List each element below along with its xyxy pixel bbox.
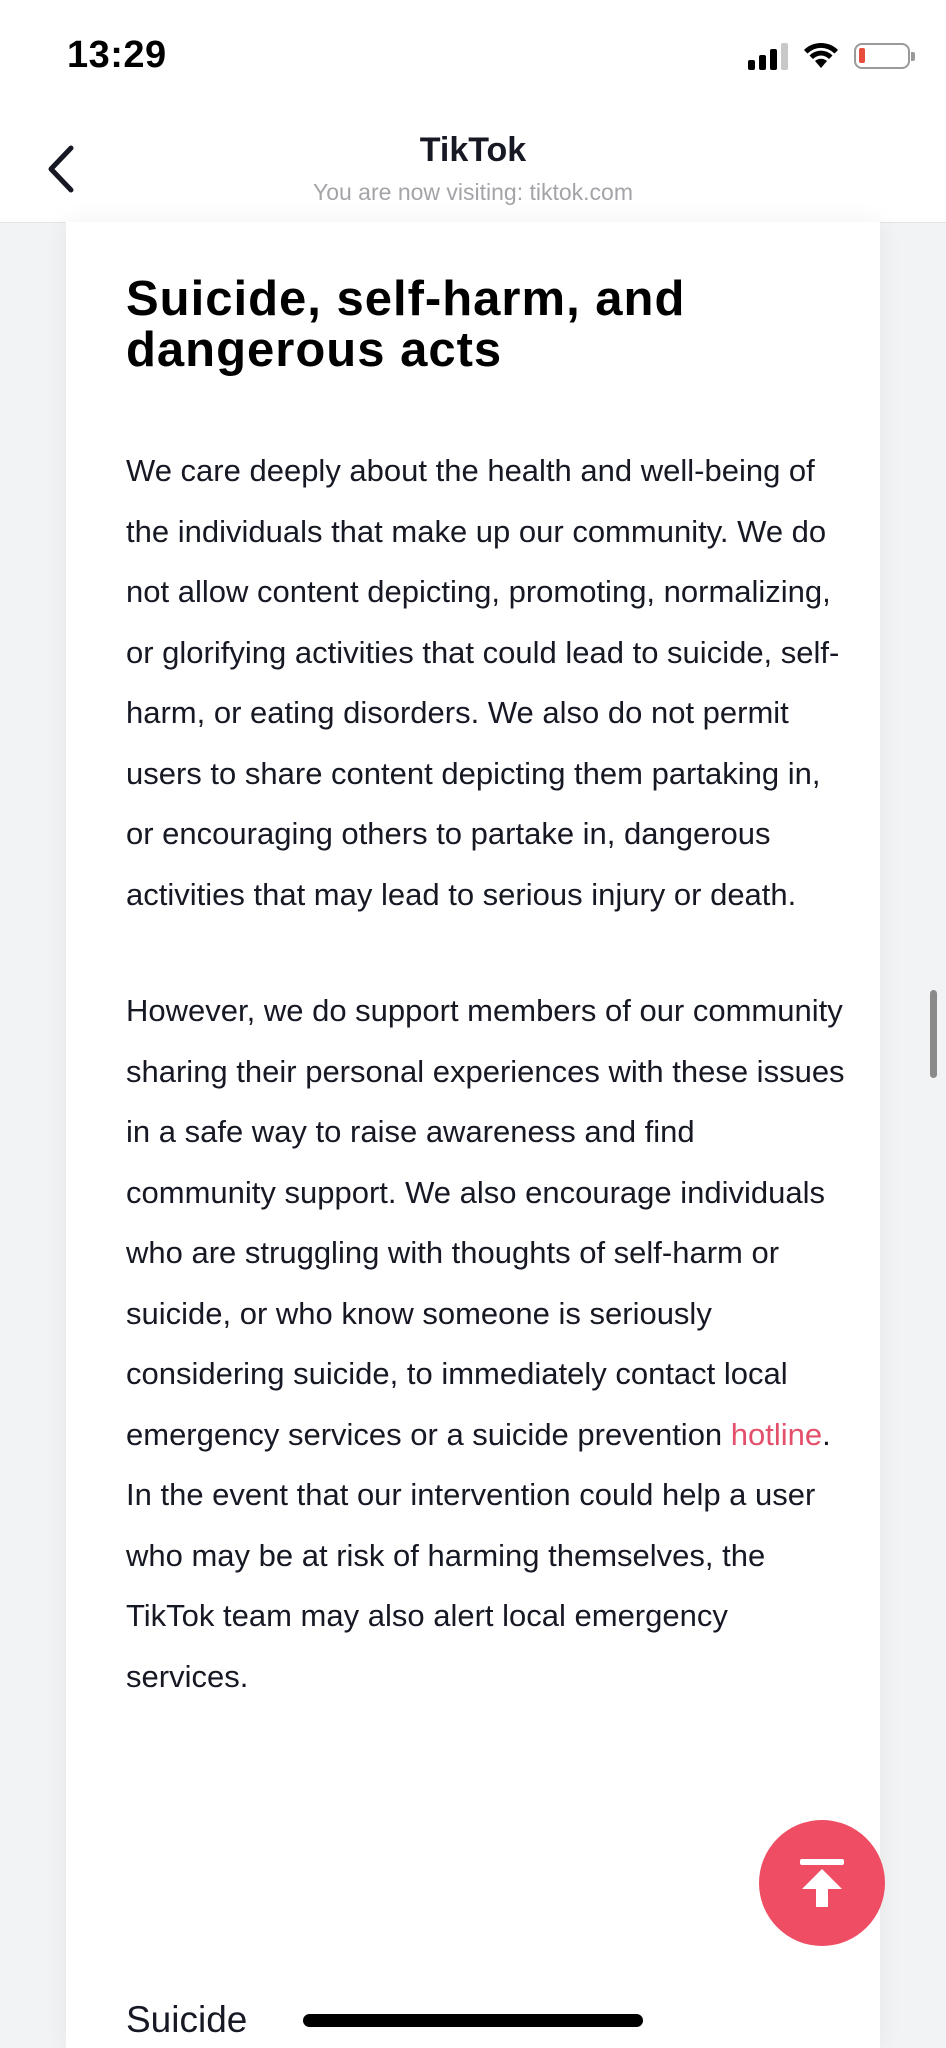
scrollbar-thumb[interactable]	[930, 990, 937, 1078]
content-card	[66, 222, 880, 2048]
battery-icon	[854, 43, 910, 69]
arrow-up-to-top-icon	[790, 1851, 854, 1915]
back-to-top-button[interactable]	[759, 1820, 885, 1946]
paragraph-2-text-after: . In the event that our intervention could help a user who may be at risk of harming themselves, the TikTok team may also alert local emergency services.	[126, 1416, 831, 1694]
nav-subtitle: You are now visiting: tiktok.com	[312, 179, 634, 205]
home-indicator	[303, 2014, 643, 2027]
paragraph-2-text-before: However, we do support members of our community sharing their personal experiences with these issues in a safe way to raise awareness and find community support. We also encourage individuals who are struggling with thoughts of self-harm or suicide, or who know someone is seriously considering suicide, to immediately contact local emergency services or a suicide prevention	[126, 993, 845, 1452]
paragraph-1: We care deeply about the health and well-being of the individuals that make up our community. We do not allow content depicting, promoting, normalizing, or glorifying activities that could lead to suicide, self-harm, or eating disorders. We also do not permit users to share content depicting them partaking in, or encouraging others to partake in, dangerous activities that may lead to serious injury or death.	[126, 453, 840, 912]
signal-icon	[748, 42, 788, 70]
battery-level	[859, 48, 865, 63]
next-section-heading: Suicide	[126, 1999, 248, 2040]
article	[126, 274, 846, 1707]
wifi-icon	[802, 42, 840, 70]
hotline-link[interactable]: hotline	[730, 1416, 823, 1452]
status-time: 13:29	[67, 34, 167, 76]
status-bar	[0, 0, 946, 115]
nav-title: TikTok	[419, 131, 527, 169]
status-icons	[748, 42, 910, 70]
nav-bar	[0, 115, 946, 223]
paragraph-2	[126, 981, 846, 1707]
section-heading: Suicide, self-harm, and dangerous acts	[126, 272, 686, 377]
